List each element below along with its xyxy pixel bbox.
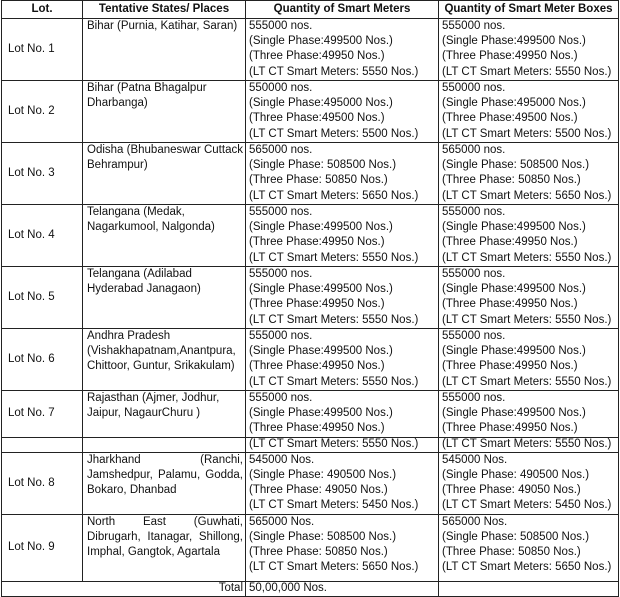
meters-cell: [246, 391, 439, 438]
meters-lt-ct: (LT CT Smart Meters: 5550 Nos.): [246, 437, 439, 452]
meters-three-phase: (Three Phase: 49050 Nos.): [249, 484, 388, 497]
boxes-total: 565000 Nos.: [442, 515, 508, 528]
meters-lt-ct: (LT CT Smart Meters: 5500 Nos.): [249, 127, 419, 140]
boxes-single-phase: (Single Phase:499500 Nos.): [442, 35, 586, 48]
lot-cell: Lot No. 8: [2, 452, 83, 514]
places-cell: Bihar (Purnia, Katihar, Saran): [83, 19, 246, 81]
boxes-single-phase: (Single Phase:499500 Nos.): [442, 283, 586, 296]
boxes-single-phase: (Single Phase: 508500 Nos.): [442, 159, 590, 172]
meters-cell: [246, 452, 439, 514]
boxes-total: 565000 nos.: [442, 144, 506, 156]
boxes-lt-ct: (LT CT Smart Meters: 5550 Nos.): [442, 251, 612, 264]
boxes-cell: [439, 19, 619, 81]
table-row: [2, 267, 619, 329]
boxes-cell: [439, 267, 619, 329]
table-row-continuation: [2, 437, 619, 452]
table-row: [2, 143, 619, 205]
smart-meter-lots-table: [1, 0, 619, 597]
boxes-three-phase: (Three Phase:49950 Nos.): [442, 422, 578, 435]
places-cell: Jharkhand (Ranchi, Jamshedpur, Palamu, Godda, Bokaro, Dhanbad: [83, 452, 246, 514]
boxes-lt-ct: (LT CT Smart Meters: 5550 Nos.): [439, 437, 619, 452]
boxes-three-phase: (Three Phase:49950 Nos.): [442, 50, 578, 63]
boxes-cell: [439, 205, 619, 267]
total-boxes: [439, 581, 619, 596]
table-row: [2, 19, 619, 81]
meters-total: 565000 nos.: [249, 144, 313, 156]
meters-single-phase: (Single Phase:495000 Nos.): [249, 97, 393, 110]
meters-lt-ct: (LT CT Smart Meters: 5450 Nos.): [249, 499, 419, 512]
meters-single-phase: (Single Phase:499500 Nos.): [249, 221, 393, 234]
boxes-three-phase: (Three Phase:49500 Nos.): [442, 112, 578, 125]
boxes-three-phase: (Three Phase:49950 Nos.): [442, 298, 578, 311]
boxes-lt-ct: (LT CT Smart Meters: 5550 Nos.): [442, 313, 612, 326]
meters-three-phase: (Three Phase: 50850 Nos.): [249, 174, 388, 187]
meters-single-phase: (Single Phase: 490500 Nos.): [249, 468, 397, 481]
boxes-cell: [439, 452, 619, 514]
total-label: Total: [2, 581, 246, 596]
boxes-single-phase: (Single Phase:499500 Nos.): [442, 345, 586, 358]
meters-single-phase: (Single Phase: 508500 Nos.): [249, 530, 397, 543]
boxes-lt-ct: (LT CT Smart Meters: 5450 Nos.): [442, 499, 612, 512]
boxes-lt-ct: (LT CT Smart Meters: 5550 Nos.): [442, 375, 612, 388]
lot-cell: Lot No. 2: [2, 81, 83, 143]
meters-cell: [246, 143, 439, 205]
header-meters: Quantity of Smart Meters: [246, 1, 439, 19]
meters-lt-ct: (LT CT Smart Meters: 5550 Nos.): [249, 251, 419, 264]
header-boxes: Quantity of Smart Meter Boxes: [439, 1, 619, 19]
boxes-three-phase: (Three Phase: 50850 Nos.): [442, 546, 581, 559]
places-cell: Bihar (Patna Bhagalpur Dharbanga): [83, 81, 246, 143]
places-cell: Telangana (Medak, Nagarkumool, Nalgonda): [83, 205, 246, 267]
meters-cell: [246, 514, 439, 581]
meters-cell: [246, 19, 439, 81]
meters-three-phase: (Three Phase:49950 Nos.): [249, 236, 385, 249]
meters-cell: [246, 81, 439, 143]
meters-lt-ct: (LT CT Smart Meters: 5550 Nos.): [249, 313, 419, 326]
lot-cell: Lot No. 7: [2, 391, 83, 438]
table-row: [2, 514, 619, 581]
boxes-total: 550000 nos.: [442, 82, 506, 94]
boxes-total: 555000 nos.: [442, 268, 506, 280]
table-row: [2, 81, 619, 143]
boxes-cell: [439, 329, 619, 391]
boxes-single-phase: (Single Phase:499500 Nos.): [442, 407, 586, 420]
meters-total: 565000 Nos.: [249, 515, 315, 528]
empty-cell: [2, 437, 83, 452]
boxes-total: 555000 nos.: [442, 206, 506, 218]
boxes-total: 555000 nos.: [442, 20, 506, 32]
meters-total: 555000 nos.: [249, 206, 313, 218]
boxes-three-phase: (Three Phase: 50850 Nos.): [442, 174, 581, 187]
meters-three-phase: (Three Phase:49950 Nos.): [249, 360, 385, 373]
meters-three-phase: (Three Phase:49950 Nos.): [249, 422, 385, 435]
lot-cell: Lot No. 9: [2, 514, 83, 581]
boxes-cell: [439, 514, 619, 581]
boxes-single-phase: (Single Phase: 490500 Nos.): [442, 468, 590, 481]
meters-single-phase: (Single Phase:499500 Nos.): [249, 345, 393, 358]
boxes-total: 555000 nos.: [442, 330, 506, 342]
boxes-lt-ct: (LT CT Smart Meters: 5550 Nos.): [442, 65, 612, 78]
table-row: [2, 205, 619, 267]
total-row: [2, 581, 619, 596]
places-cell: Rajasthan (Ajmer, Jodhur, Jaipur, NagaurChuru ): [83, 391, 246, 438]
meters-total: 545000 Nos.: [249, 453, 315, 466]
boxes-lt-ct: (LT CT Smart Meters: 5500 Nos.): [442, 127, 612, 140]
meters-lt-ct: (LT CT Smart Meters: 5650 Nos.): [249, 189, 419, 202]
meters-three-phase: (Three Phase: 50850 Nos.): [249, 546, 388, 559]
lot-cell: Lot No. 3: [2, 143, 83, 205]
meters-total: 555000 nos.: [249, 330, 313, 342]
header-places: Tentative States/ Places: [83, 1, 246, 19]
meters-three-phase: (Three Phase:49950 Nos.): [249, 50, 385, 63]
table-row: [2, 452, 619, 514]
lot-cell: Lot No. 5: [2, 267, 83, 329]
lot-cell: Lot No. 6: [2, 329, 83, 391]
boxes-three-phase: (Three Phase:49950 Nos.): [442, 236, 578, 249]
boxes-total: 545000 Nos.: [442, 453, 508, 466]
meters-total: 555000 nos.: [249, 268, 313, 280]
boxes-cell: [439, 143, 619, 205]
places-cell: Odisha (Bhubaneswar Cuttack Behrampur): [83, 143, 246, 205]
meters-three-phase: (Three Phase:49950 Nos.): [249, 298, 385, 311]
boxes-single-phase: (Single Phase:495000 Nos.): [442, 97, 586, 110]
boxes-single-phase: (Single Phase:499500 Nos.): [442, 221, 586, 234]
meters-lt-ct: (LT CT Smart Meters: 5550 Nos.): [249, 375, 419, 388]
lot-cell: Lot No. 1: [2, 19, 83, 81]
meters-total: 555000 nos.: [249, 20, 313, 32]
header-row: [2, 1, 619, 19]
meters-cell: [246, 205, 439, 267]
boxes-cell: [439, 391, 619, 438]
meters-three-phase: (Three Phase:49500 Nos.): [249, 112, 385, 125]
empty-cell: [83, 437, 246, 452]
lot-cell: Lot No. 4: [2, 205, 83, 267]
places-cell: North East (Guwhati, Dibrugarh, Itanagar, Shillong, Imphal, Gangtok, Agartala: [83, 514, 246, 581]
meters-lt-ct: (LT CT Smart Meters: 5550 Nos.): [249, 65, 419, 78]
boxes-lt-ct: (LT CT Smart Meters: 5650 Nos.): [442, 189, 612, 202]
boxes-three-phase: (Three Phase:49950 Nos.): [442, 360, 578, 373]
meters-lt-ct: (LT CT Smart Meters: 5650 Nos.): [249, 561, 419, 574]
header-lot: Lot.: [2, 1, 83, 19]
boxes-total: 555000 nos.: [442, 392, 506, 404]
table-row: [2, 329, 619, 391]
meters-cell: [246, 267, 439, 329]
boxes-lt-ct: (LT CT Smart Meters: 5650 Nos.): [442, 561, 612, 574]
places-cell: Telangana (Adilabad Hyderabad Janagaon): [83, 267, 246, 329]
table-row: [2, 391, 619, 438]
meters-single-phase: (Single Phase:499500 Nos.): [249, 283, 393, 296]
meters-single-phase: (Single Phase: 508500 Nos.): [249, 159, 397, 172]
meters-total: 555000 nos.: [249, 392, 313, 404]
meters-cell: [246, 329, 439, 391]
boxes-cell: [439, 81, 619, 143]
boxes-single-phase: (Single Phase: 508500 Nos.): [442, 530, 590, 543]
meters-total: 550000 nos.: [249, 82, 313, 94]
places-cell: Andhra Pradesh (Vishakhapatnam,Anantpura, Chittoor, Guntur, Srikakulam): [83, 329, 246, 391]
meters-single-phase: (Single Phase:499500 Nos.): [249, 407, 393, 420]
boxes-three-phase: (Three Phase: 49050 Nos.): [442, 484, 581, 497]
total-meters: 50,00,000 Nos.: [246, 581, 439, 596]
meters-single-phase: (Single Phase:499500 Nos.): [249, 35, 393, 48]
